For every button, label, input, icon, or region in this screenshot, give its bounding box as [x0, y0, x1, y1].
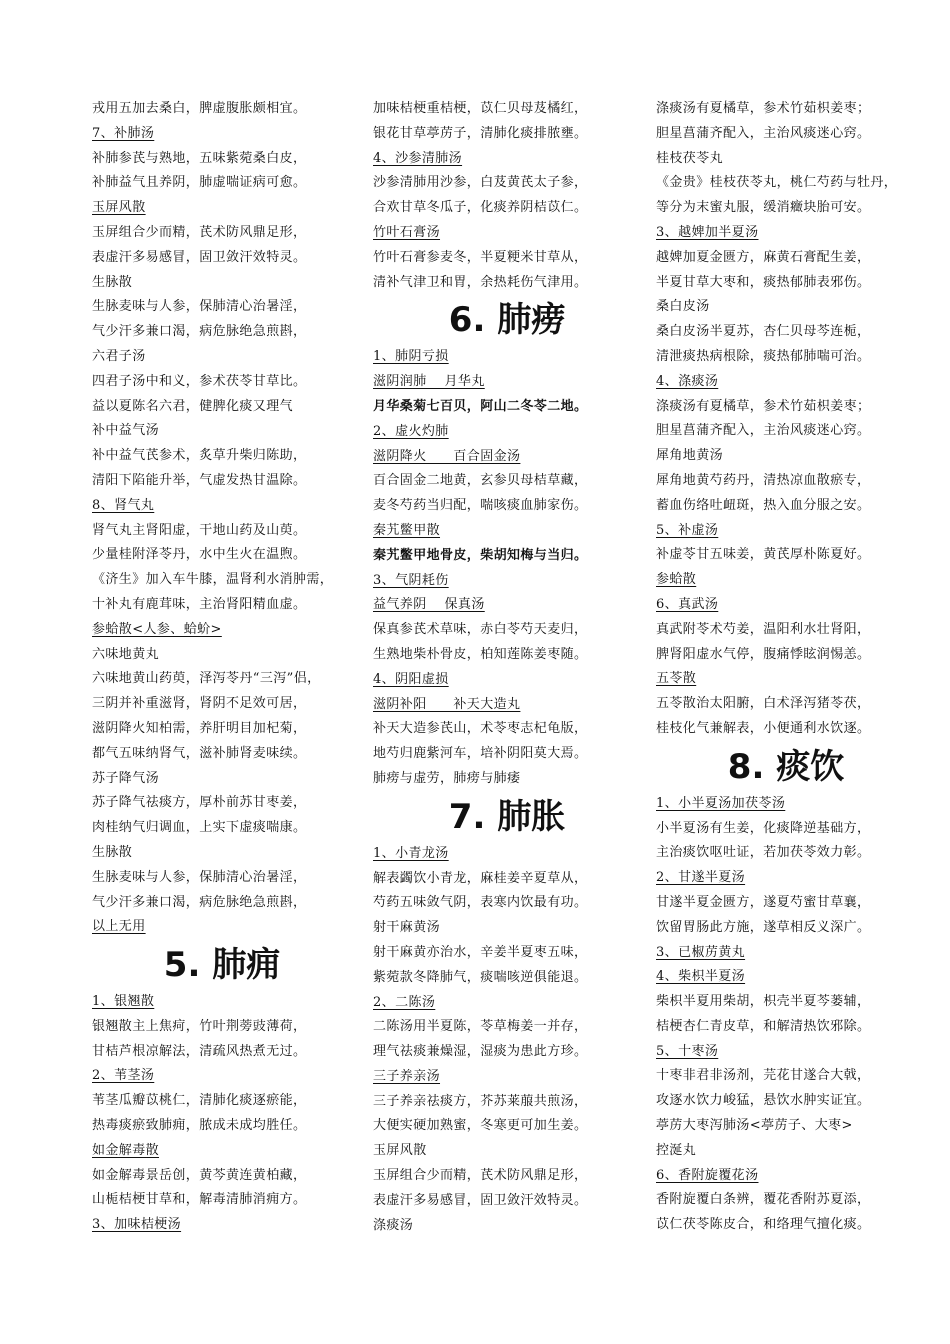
text-line: 苏子降气汤 — [92, 770, 160, 786]
text-line: 《济生》加入车牛膝，温肾利水消肿需， — [92, 572, 334, 588]
text-line: 滋阴降火知柏需，养肝明目加杞菊， — [92, 720, 307, 736]
text-line: 银花甘草葶苈子，清肺化痰排脓壅。 — [373, 125, 588, 141]
text-line: 补中益气汤 — [92, 423, 160, 439]
text-line: 都气五味纳肾气，滋补肺肾麦味续。 — [92, 745, 307, 761]
text-line: 玉屏组合少而精，芪术防风鼎足形， — [373, 1168, 588, 1184]
text-line: 四君子汤中和义，参术茯苓甘草比。 — [92, 373, 307, 389]
text-line: 沙参清肺用沙参，白芨黄芪太子参， — [373, 175, 588, 191]
text-line: 理气祛痰兼燥湿，湿痰为患此方珍。 — [373, 1044, 588, 1060]
text-line: 涤痰汤 — [373, 1217, 414, 1233]
section-heading: 3、越婢加半夏汤 — [656, 224, 759, 240]
text-line: 生脉散 — [92, 274, 133, 290]
text-line: 甘遂半夏金匮方，遂夏芍蜜甘草襄， — [656, 894, 871, 910]
chapter-title: 8. 痰饮 — [727, 746, 845, 787]
text-line: 桂枝茯苓丸 — [656, 150, 724, 166]
section-heading: 滋阴润肺 月华丸 — [373, 374, 485, 390]
text-line: 三子养亲祛痰方，芥苏莱菔共煎汤， — [373, 1093, 588, 1109]
text-line: 控涎丸 — [656, 1142, 697, 1158]
text-line: 三阴并补重滋肾，肾阴不足效可居， — [92, 696, 307, 712]
text-line: 苏子降气祛痰方，厚朴前苏甘枣姜， — [92, 795, 307, 811]
text-line: 越婢加夏金匮方，麻黄石膏配生姜， — [656, 249, 871, 265]
section-heading: 8、肾气丸 — [92, 497, 155, 513]
text-line: 蓄血伤络吐衄斑，热入血分服之安。 — [656, 497, 871, 513]
section-heading: 五苓散 — [656, 671, 697, 687]
section-heading: 玉屏风散 — [92, 200, 146, 216]
text-line: 紫菀款冬降肺气，痰喘咳逆俱能退。 — [373, 969, 588, 985]
text-line: 犀角地黄芍药丹，清热凉血散瘀专， — [656, 472, 871, 488]
text-line: 柴枳半夏用柴胡，枳壳半夏芩蒌辅， — [656, 994, 871, 1010]
section-heading: 1、小青龙汤 — [373, 845, 449, 861]
chapter-title: 6. 肺痨 — [448, 300, 566, 341]
text-line: 肺痨与虚劳，肺痨与肺痿 — [373, 770, 521, 786]
section-heading: 2、二陈汤 — [373, 994, 436, 1010]
section-heading: 2、甘遂半夏汤 — [656, 870, 746, 886]
section-heading: 竹叶石膏汤 — [373, 224, 441, 240]
text-line: 桑白皮汤半夏苏，杏仁贝母芩连栀， — [656, 324, 871, 340]
text-line: 香附旋覆白条辨，覆花香附苏夏添， — [656, 1192, 871, 1208]
text-line: 益以夏陈名六君，健脾化痰又理气 — [92, 398, 294, 414]
text-line: 真武附苓术芍姜，温阳利水壮肾阳， — [656, 621, 871, 637]
section-heading: 5、十枣汤 — [656, 1043, 719, 1059]
text-line: 竹叶石膏参麦冬，半夏粳米甘草从， — [373, 249, 588, 265]
text-line: 生脉麦味与人参，保肺清心治暑淫， — [92, 299, 307, 315]
text-line: 《金贵》桂枝茯苓丸，桃仁芍药与牡丹， — [656, 175, 898, 191]
text-line: 涤痰汤有夏橘草，参术竹茹枳姜枣； — [656, 101, 871, 116]
text-line: 饮留胃肠此方施，遂草相反义深广。 — [656, 919, 871, 935]
text-line: 保真参芪术草味，赤白苓芍天麦归， — [373, 622, 588, 638]
section-heading: 5、补虚汤 — [656, 522, 719, 538]
section-heading: 3、已椒苈黄丸 — [656, 944, 746, 960]
text-line: 六君子汤 — [92, 348, 146, 364]
text-line: 表虚汗多易感冒，固卫敛汗效特灵。 — [92, 249, 307, 265]
text-line: 补虚苓甘五味姜，黄芪厚朴陈夏好。 — [656, 547, 871, 563]
section-heading: 6、香附旋覆花汤 — [656, 1167, 759, 1183]
section-heading: 参蛤散<人参、蛤蚧> — [92, 621, 222, 637]
section-heading: 1、银翘散 — [92, 994, 155, 1010]
section-heading: 1、小半夏汤加茯苓汤 — [656, 795, 786, 811]
section-heading: 滋阴补阳 补天大造丸 — [373, 696, 521, 712]
text-line: 肾气丸主肾阳虚，干地山药及山萸。 — [92, 522, 307, 538]
text-line: 二陈汤用半夏陈，苓草梅姜一并存， — [373, 1019, 588, 1035]
text-line: 五苓散治太阳腑，白术泽泻猪苓茯， — [656, 696, 871, 712]
text-line: 补肺益气且养阴，肺虚喘证病可愈。 — [92, 175, 307, 191]
section-heading: 2、苇茎汤 — [92, 1068, 155, 1084]
text-line: 解表蠲饮小青龙，麻桂姜辛夏草从， — [373, 870, 588, 886]
section-heading: 4、沙参清肺汤 — [373, 150, 463, 166]
text-line: 肉桂纳气归调血，上实下虚痰喘康。 — [92, 820, 307, 836]
column-middle — [373, 97, 641, 1238]
text-line: 补天大造参芪山，术苓枣志杞龟版， — [373, 721, 588, 737]
text-line: 主治痰饮呕吐证，若加茯苓效力彰。 — [656, 845, 871, 861]
section-heading: 7、补肺汤 — [92, 125, 155, 141]
text-line: 胆星菖蒲齐配入，主治风痰迷心窍。 — [656, 125, 871, 141]
text-line: 补肺参芪与熟地，五味紫菀桑白皮， — [92, 150, 307, 166]
section-heading: 如金解毒散 — [92, 1142, 160, 1158]
chapter-title: 7. 肺胀 — [448, 796, 566, 837]
column-right — [656, 97, 916, 1238]
text-line: 麦冬芍药当归配，喘咳痰血肺家伤。 — [373, 498, 588, 514]
section-heading: 滋阴降火 百合固金汤 — [373, 448, 521, 464]
text-line: 玉屏组合少而精，芪术防风鼎足形， — [92, 224, 307, 240]
column-left — [92, 97, 352, 1238]
section-heading: 3、气阴耗伤 — [373, 572, 449, 588]
section-heading: 1、肺阴亏损 — [373, 349, 449, 365]
chapter-title: 5. 肺痈 — [163, 945, 281, 986]
text-line: 银翘散主上焦疴，竹叶荆蒡豉薄荷， — [92, 1018, 307, 1034]
text-line: 地芍归鹿紫河车，培补阴阳莫大焉。 — [373, 746, 588, 762]
section-heading: 4、涤痰汤 — [656, 373, 719, 389]
section-heading: 3、加味桔梗汤 — [92, 1217, 182, 1233]
text-line: 气少汗多兼口渴，病危脉绝急煎斟， — [92, 324, 307, 340]
text-line: 山栀桔梗甘草和，解毒清肺消痈方。 — [92, 1192, 307, 1208]
text-line: 玉屏风散 — [373, 1143, 427, 1159]
text-line: 芍药五味敛气阴，表寒内饮最有功。 — [373, 895, 588, 911]
text-line: 桔梗杏仁青皮草，和解清热饮邪除。 — [656, 1018, 871, 1034]
text-line: 清补气津卫和胃，余热耗伤气津用。 — [373, 274, 588, 290]
text-line: 十枣非君非汤剂，芫花甘遂合大戟， — [656, 1068, 871, 1084]
text-line: 六味地黄山药萸，泽泻苓丹“三泻”侣， — [92, 671, 321, 687]
text-line: 气少汗多兼口渴，病危脉绝急煎斟， — [92, 894, 307, 910]
text-line: 少量桂附泽苓丹，水中生火在温煦。 — [92, 547, 307, 563]
section-heading: 以上无用 — [92, 919, 146, 935]
text-line: 加味桔梗重桔梗，苡仁贝母芨橘红， — [373, 101, 588, 116]
text-line: 合欢甘草冬瓜子，化痰养阴桔苡仁。 — [373, 200, 588, 216]
text-line: 戎用五加去桑白，脾虚腹胀颇相宜。 — [92, 101, 307, 116]
text-line: 等分为末蜜丸服，缓消癥块胎可安。 — [656, 200, 871, 216]
text-line: 清阳下陷能升举，气虚发热甘温除。 — [92, 472, 307, 488]
bold-text-line: 秦艽鳖甲地骨皮，柴胡知梅与当归。 — [373, 547, 588, 563]
text-line: 涤痰汤有夏橘草，参术竹茹枳姜枣； — [656, 398, 871, 414]
section-heading: 参蛤散 — [656, 572, 697, 588]
bold-text-line: 月华桑菊七百贝，阿山二冬苓二地。 — [373, 398, 588, 414]
section-heading: 6、真武汤 — [656, 596, 719, 612]
text-line: 小半夏汤有生姜，化痰降逆基础方， — [656, 820, 871, 836]
text-line: 脾肾阳虚水气停，腹痛悸眩润惕恙。 — [656, 646, 871, 662]
text-line: 桂枝化气兼解表，小便通利水饮逐。 — [656, 720, 871, 736]
text-line: 胆星菖蒲齐配入，主治风痰迷心窍。 — [656, 423, 871, 439]
text-line: 六味地黄丸 — [92, 646, 160, 662]
text-line: 生熟地柴朴骨皮，柏知莲陈姜枣随。 — [373, 646, 588, 662]
section-heading: 三子养亲汤 — [373, 1068, 441, 1084]
text-line: 半夏甘草大枣和，痰热郁肺表邪伤。 — [656, 274, 871, 290]
section-heading: 秦艽鳖甲散 — [373, 522, 441, 538]
text-line: 补中益气芪参术，炙草升柴归陈助， — [92, 448, 307, 464]
text-line: 葶苈大枣泻肺汤<葶苈子、大枣> — [656, 1118, 853, 1134]
text-line: 表虚汗多易感冒，固卫敛汗效特灵。 — [373, 1192, 588, 1208]
text-line: 生脉麦味与人参，保肺清心治暑淫， — [92, 869, 307, 885]
text-line: 热毒痰瘀致肺痈，脓成未成均胜任。 — [92, 1118, 307, 1134]
text-line: 犀角地黄汤 — [656, 448, 724, 464]
text-line: 苇茎瓜瓣苡桃仁，清肺化痰逐瘀能， — [92, 1093, 307, 1109]
section-heading: 2、虚火灼肺 — [373, 423, 449, 439]
section-heading: 益气养阴 保真汤 — [373, 597, 485, 613]
text-line: 射干麻黄亦治水，辛姜半夏枣五味， — [373, 944, 588, 960]
text-line: 攻逐水饮力峻猛，悬饮水肿实证宜。 — [656, 1093, 871, 1109]
text-line: 生脉散 — [92, 844, 133, 860]
section-heading: 4、阴阳虚损 — [373, 671, 449, 687]
text-line: 如金解毒景岳创，黄芩黄连黄柏藏， — [92, 1167, 307, 1183]
text-line: 清泄痰热病根除，痰热郁肺喘可治。 — [656, 348, 871, 364]
text-line: 甘桔芦根凉解法，清疏风热煮无过。 — [92, 1043, 307, 1059]
section-heading: 4、柴枳半夏汤 — [656, 969, 746, 985]
text-line: 射干麻黄汤 — [373, 920, 441, 936]
text-line: 桑白皮汤 — [656, 299, 710, 315]
text-line: 大便实硬加熟蜜，冬寒更可加生姜。 — [373, 1118, 588, 1134]
text-line: 苡仁茯苓陈皮合，和络理气擅化痰。 — [656, 1217, 871, 1233]
text-line: 百合固金二地黄，玄参贝母桔草藏， — [373, 473, 588, 489]
text-line: 十补丸有鹿茸味，主治肾阳精血虚。 — [92, 596, 307, 612]
